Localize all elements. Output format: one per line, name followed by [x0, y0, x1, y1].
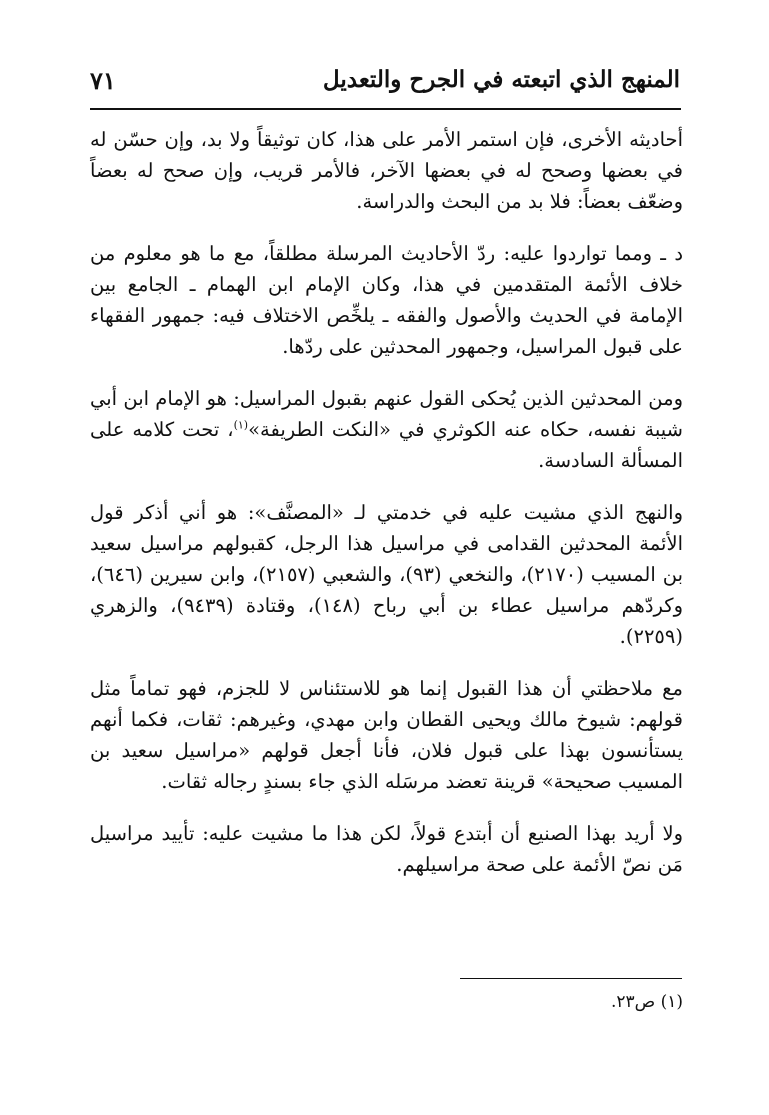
header-divider: [90, 108, 681, 110]
footnote: (١) ص٢٣.: [610, 992, 683, 1012]
paragraph-3: [90, 383, 683, 476]
paragraph-2: د ـ ومما تواردوا عليه: ردّ الأحاديث المرسلة مطلقاً، مع ما هو معلوم من خلاف الأئمة المتقدمين في هذا، وكان الإمام ابن الهمام ـ الجامع بين الإمامة في الحديث والأصول والفقه ـ يلخِّص الاختلاف فيه: جمهور الفقهاء على قبول المراسيل، وجمهور المحدثين على ردّها.: [90, 242, 683, 358]
running-header: [90, 62, 680, 106]
paragraph-3-text-before: ومن المحدثين الذين يُحكى القول عنهم بقبول المراسيل: هو الإمام ابن أبي شيبة نفسه، حكاه عنه الكوثري في «النكت الطريفة»: [90, 387, 683, 441]
paragraph-1: أحاديثه الأخرى، فإن استمر الأمر على هذا، كان توثيقاً ولا بد، وإن حسّن له في بعضها وصحح له في بعضها الآخر، فالأمر قريب، وإن صحح له بعضاً وضعّف بعضاً: فلا بد من البحث والدراسة.: [90, 128, 683, 213]
footnote-divider: [460, 978, 682, 979]
footnote-reference: (١): [233, 418, 249, 432]
header-title: المنهج الذي اتبعته في الجرح والتعديل: [322, 66, 680, 93]
paragraph-4: والنهج الذي مشيت عليه في خدمتي لـ «المصنَّف»: هو أني أذكر قول الأئمة المحدثين القدامى في مراسيل هذا الرجل، كقبولهم مراسيل سعيد بن المسيب (٢١٧٠)، والنخعي (٩٣)، والشعبي (٢١٥٧)، وابن سيرين (٦٤٦)، وكردّهم مراسيل عطاء بن أبي رباح (١٤٨)، وقتادة (٩٤٣٩)، والزهري (٢٢٥٩).: [90, 501, 683, 648]
paragraph-3-text-after: ، تحت كلامه على المسألة السادسة.: [90, 418, 683, 472]
paragraph-5: مع ملاحظتي أن هذا القبول إنما هو للاستئناس لا للجزم، فهو تماماً مثل قولهم: شيوخ مالك ويحيى القطان وابن مهدي، وغيرهم: ثقات، فكما أنهم يستأنسون بهذا على قبول فلان، فأنا أجعل قولهم «مراسيل سعيد بن المسيب صحيحة» قرينة تعضد مرسَله الذي جاء بسندٍ رجاله ثقات.: [90, 677, 683, 793]
main-text: [90, 124, 683, 880]
paragraph-6: ولا أريد بهذا الصنيع أن أبتدع قولاً، لكن هذا ما مشيت عليه: تأييد مراسيل مَن نصّ الأئمة على صحة مراسيلهم.: [90, 822, 683, 876]
page-number: ٧١: [90, 66, 116, 95]
